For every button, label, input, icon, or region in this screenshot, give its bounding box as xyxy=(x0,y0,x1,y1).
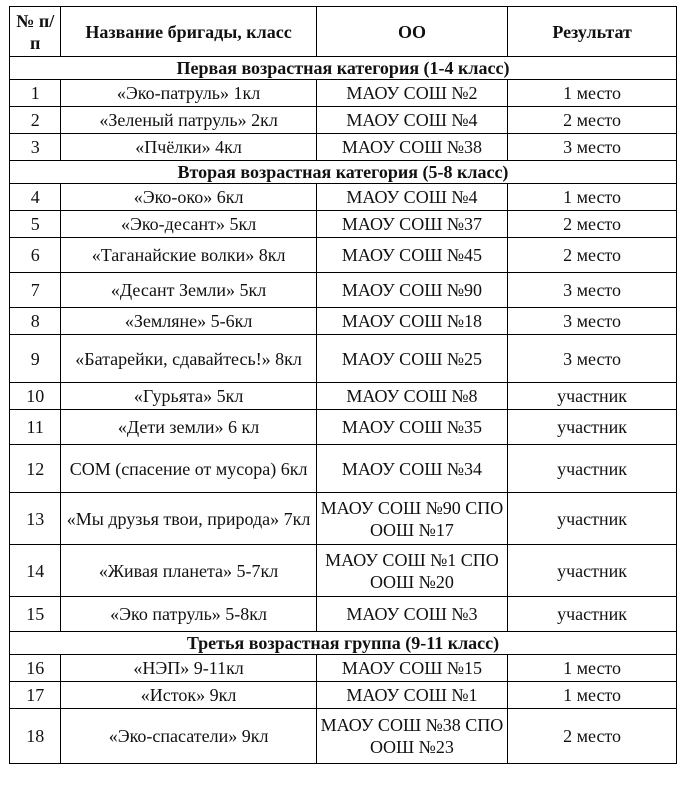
cell-school: МАОУ СОШ №1 СПО ООШ №20 xyxy=(316,545,507,597)
cell-team-name: «Эко-око» 6кл xyxy=(61,184,316,211)
cell-number: 9 xyxy=(10,335,61,383)
cell-school: МАОУ СОШ №3 xyxy=(316,597,507,632)
cell-result: 2 место xyxy=(508,238,677,273)
table-row xyxy=(10,211,677,238)
cell-number: 10 xyxy=(10,383,61,410)
cell-team-name: «Зеленый патруль» 2кл xyxy=(61,107,316,134)
cell-number: 7 xyxy=(10,273,61,308)
cell-school: МАОУ СОШ №34 xyxy=(316,445,507,493)
cell-result: участник xyxy=(508,445,677,493)
cell-number: 6 xyxy=(10,238,61,273)
cell-school: МАОУ СОШ №90 СПО ООШ №17 xyxy=(316,493,507,545)
cell-result: участник xyxy=(508,383,677,410)
header-number: № п/п xyxy=(10,7,61,57)
cell-team-name: СОМ (спасение от мусора) 6кл xyxy=(61,445,316,493)
header-result: Результат xyxy=(508,7,677,57)
header-school: ОО xyxy=(316,7,507,57)
category-row xyxy=(10,57,677,80)
cell-team-name: «Эко-спасатели» 9кл xyxy=(61,709,316,764)
cell-school: МАОУ СОШ №35 xyxy=(316,410,507,445)
table-row xyxy=(10,597,677,632)
category-title: Первая возрастная категория (1-4 класс) xyxy=(10,57,677,80)
cell-team-name: «Мы друзья твои, природа» 7кл xyxy=(61,493,316,545)
cell-team-name: «Эко патруль» 5-8кл xyxy=(61,597,316,632)
cell-number: 16 xyxy=(10,655,61,682)
cell-number: 18 xyxy=(10,709,61,764)
cell-number: 3 xyxy=(10,134,61,161)
cell-school: МАОУ СОШ №45 xyxy=(316,238,507,273)
cell-school: МАОУ СОШ №25 xyxy=(316,335,507,383)
cell-team-name: «Эко-патруль» 1кл xyxy=(61,80,316,107)
cell-number: 4 xyxy=(10,184,61,211)
cell-number: 15 xyxy=(10,597,61,632)
cell-school: МАОУ СОШ №37 xyxy=(316,211,507,238)
cell-school: МАОУ СОШ №4 xyxy=(316,184,507,211)
cell-number: 14 xyxy=(10,545,61,597)
table-row xyxy=(10,308,677,335)
cell-number: 8 xyxy=(10,308,61,335)
table-row xyxy=(10,655,677,682)
cell-team-name: «НЭП» 9-11кл xyxy=(61,655,316,682)
cell-school: МАОУ СОШ №18 xyxy=(316,308,507,335)
cell-team-name: «Дети земли» 6 кл xyxy=(61,410,316,445)
cell-number: 17 xyxy=(10,682,61,709)
table-row xyxy=(10,238,677,273)
cell-result: 3 место xyxy=(508,308,677,335)
cell-team-name: «Батарейки, сдавайтесь!» 8кл xyxy=(61,335,316,383)
table-row xyxy=(10,335,677,383)
cell-school: МАОУ СОШ №90 xyxy=(316,273,507,308)
cell-number: 2 xyxy=(10,107,61,134)
cell-school: МАОУ СОШ №2 xyxy=(316,80,507,107)
cell-team-name: «Гурьята» 5кл xyxy=(61,383,316,410)
cell-result: участник xyxy=(508,410,677,445)
table-row xyxy=(10,107,677,134)
cell-number: 5 xyxy=(10,211,61,238)
cell-result: участник xyxy=(508,597,677,632)
cell-result: 3 место xyxy=(508,134,677,161)
cell-team-name: «Таганайские волки» 8кл xyxy=(61,238,316,273)
cell-number: 12 xyxy=(10,445,61,493)
cell-number: 13 xyxy=(10,493,61,545)
cell-team-name: «Десант Земли» 5кл xyxy=(61,273,316,308)
cell-school: МАОУ СОШ №38 xyxy=(316,134,507,161)
table-row xyxy=(10,682,677,709)
cell-school: МАОУ СОШ №38 СПО ООШ №23 xyxy=(316,709,507,764)
category-title: Вторая возрастная категория (5-8 класс) xyxy=(10,161,677,184)
cell-school: МАОУ СОШ №4 xyxy=(316,107,507,134)
table-row xyxy=(10,545,677,597)
cell-result: участник xyxy=(508,545,677,597)
cell-number: 11 xyxy=(10,410,61,445)
table-row xyxy=(10,493,677,545)
cell-result: 2 место xyxy=(508,107,677,134)
cell-result: 1 место xyxy=(508,682,677,709)
header-row xyxy=(10,7,677,57)
category-row xyxy=(10,161,677,184)
table-row xyxy=(10,709,677,764)
cell-school: МАОУ СОШ №15 xyxy=(316,655,507,682)
cell-result: 2 место xyxy=(508,211,677,238)
table-row xyxy=(10,273,677,308)
results-table xyxy=(9,6,677,764)
table-row xyxy=(10,134,677,161)
table-row xyxy=(10,383,677,410)
cell-result: 1 место xyxy=(508,655,677,682)
cell-team-name: «Пчёлки» 4кл xyxy=(61,134,316,161)
cell-result: 3 место xyxy=(508,335,677,383)
cell-result: участник xyxy=(508,493,677,545)
cell-number: 1 xyxy=(10,80,61,107)
cell-school: МАОУ СОШ №1 xyxy=(316,682,507,709)
cell-team-name: «Исток» 9кл xyxy=(61,682,316,709)
header-team-name: Название бригады, класс xyxy=(61,7,316,57)
cell-result: 2 место xyxy=(508,709,677,764)
cell-result: 1 место xyxy=(508,184,677,211)
cell-team-name: «Живая планета» 5-7кл xyxy=(61,545,316,597)
cell-team-name: «Земляне» 5-6кл xyxy=(61,308,316,335)
cell-school: МАОУ СОШ №8 xyxy=(316,383,507,410)
cell-team-name: «Эко-десант» 5кл xyxy=(61,211,316,238)
table-row xyxy=(10,445,677,493)
table-row xyxy=(10,410,677,445)
category-row xyxy=(10,632,677,655)
table-row xyxy=(10,184,677,211)
cell-result: 1 место xyxy=(508,80,677,107)
table-row xyxy=(10,80,677,107)
category-title: Третья возрастная группа (9-11 класс) xyxy=(10,632,677,655)
cell-result: 3 место xyxy=(508,273,677,308)
